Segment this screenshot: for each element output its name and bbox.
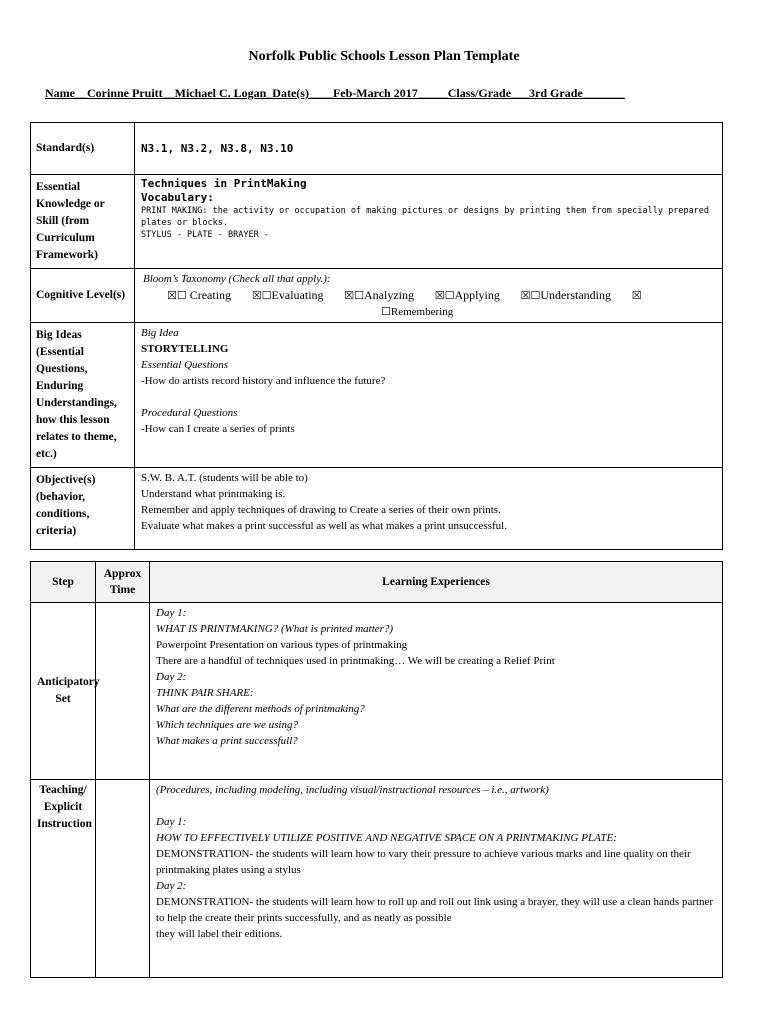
procedural-questions-value: -How can I create a series of prints [141, 423, 295, 435]
day2-line: they will label their editions. [156, 928, 283, 940]
cognitive-content [135, 269, 723, 323]
day1-line: There are a handful of techniques used in printmaking… We will be creating a Relief Print [156, 655, 555, 667]
standards-label: Standard(s) [31, 123, 135, 175]
blooms-understanding[interactable]: ☒☐Understanding [520, 288, 611, 302]
bigidea-heading: Big Idea [141, 327, 179, 339]
bigideas-content [135, 323, 723, 468]
teaching-time [96, 780, 150, 978]
essential-content [135, 175, 723, 269]
experiences-header-row [31, 562, 723, 603]
blooms-heading: Bloom’s Taxonomy (Check all that apply.): [143, 273, 331, 285]
standards-value [135, 123, 723, 175]
col-step-header: Step [31, 562, 96, 603]
day-label: Day 1: [156, 816, 187, 828]
objectives-label: Objective(s) (behavior, conditions, criteria) [31, 468, 135, 550]
checkbox-icon: ☒☐ [251, 289, 272, 302]
teaching-label: Teaching/ Explicit Instruction [31, 780, 96, 978]
blooms-checklist [167, 287, 716, 304]
essential-terms: STYLUS - PLATE - BRAYER - [141, 230, 269, 240]
day2-line: What makes a print successfull? [156, 735, 298, 747]
day2-line: Which techniques are we using? [156, 719, 298, 731]
day-label: Day 1: [156, 607, 187, 619]
page-title: Norfolk Public Schools Lesson Plan Template [248, 49, 520, 64]
standards-text: N3.1, N3.2, N3.8, N3.10 [141, 141, 294, 155]
objective-line: Evaluate what makes a print successful as well as what makes a print unsuccessful. [141, 520, 507, 532]
objectives-row [31, 468, 723, 550]
checkbox-icon: ☐ [381, 305, 391, 318]
checkbox-icon: ☒☐ [520, 289, 541, 302]
essential-title: Techniques in PrintMaking [141, 177, 307, 190]
anticipatory-content [150, 603, 723, 780]
essential-questions-heading: Essential Questions [141, 359, 229, 371]
day2-line: What are the different methods of printmaking? [156, 703, 365, 715]
checkbox-icon: ☒☐ [434, 289, 455, 302]
anticipatory-label: Anticipatory Set [31, 603, 96, 780]
essential-vocab-label: Vocabulary: [141, 191, 214, 204]
standards-row [31, 123, 723, 175]
bigideas-row [31, 323, 723, 468]
teaching-content [150, 780, 723, 978]
blooms-analyzing[interactable]: ☒☐Analyzing [344, 288, 415, 302]
checkbox-icon: ☒☐ [344, 289, 365, 302]
col-learning-header: Learning Experiences [150, 562, 723, 603]
procedural-questions-heading: Procedural Questions [141, 407, 238, 419]
day2-demonstration: DEMONSTRATION- the students will learn how to roll up and roll out link using a brayer, they will use a clean hands partner to help the create their prints successfully, and as neatly as possible [156, 896, 714, 924]
day1-question: WHAT IS PRINTMAKING? (What is printed matter?) [156, 623, 394, 635]
col-time-header: Approx Time [96, 562, 150, 603]
essential-questions-value: -How do artists record history and influence the future? [141, 375, 386, 387]
cognitive-label: Cognitive Level(s) [31, 269, 135, 323]
lesson-plan-table [30, 122, 723, 550]
day-label: Day 2: [156, 880, 187, 892]
bigidea-value: STORYTELLING [141, 343, 229, 355]
day-label: Day 2: [156, 671, 187, 683]
day1-demonstration: DEMONSTRATION- the students will learn how to vary their pressure to achieve various marks and line quality on their printmaking plates using a stylus [156, 848, 691, 876]
anticipatory-row [31, 603, 723, 780]
procedures-note: (Procedures, including modeling, including visual/instructional resources – i.e., artwork) [156, 784, 549, 796]
checkbox-icon: ☒ [631, 289, 642, 302]
objective-line: S.W. B. A.T. (students will be able to) [141, 472, 308, 484]
cognitive-row [31, 269, 723, 323]
blooms-applying[interactable]: ☒☐Applying [434, 288, 500, 302]
day1-heading: HOW TO EFFECTIVELY UTILIZE POSITIVE AND NEGATIVE SPACE ON A PRINTMAKING PLATE: [156, 832, 617, 844]
teaching-row [31, 780, 723, 978]
objective-line: Understand what printmaking is. [141, 488, 286, 500]
blooms-remembering[interactable]: ☐Remembering [381, 305, 454, 318]
objectives-content [135, 468, 723, 550]
essential-definition: PRINT MAKING: the activity or occupation of making pictures or designs by printing them from specially prepared plates or blocks. [141, 206, 710, 228]
blooms-creating[interactable]: ☒☐ Creating [167, 288, 232, 302]
essential-row [31, 175, 723, 269]
objective-line: Remember and apply techniques of drawing to Create a series of their own prints. [141, 504, 501, 516]
bigideas-label: Big Ideas (Essential Questions, Enduring Understandings, how this lesson relates to theme, etc.) [31, 323, 135, 468]
essential-label: Essential Knowledge or Skill (from Curriculum Framework) [31, 175, 135, 269]
blooms-evaluating[interactable]: ☒☐Evaluating [251, 288, 324, 302]
anticipatory-time [96, 603, 150, 780]
checkbox-icon: ☒☐ [167, 289, 187, 302]
learning-experiences-table [30, 561, 723, 978]
day2-question: THINK PAIR SHARE: [156, 687, 254, 699]
day1-line: Powerpoint Presentation on various types of printmaking [156, 639, 408, 651]
name-date-class-line: Name__Corinne Pruitt__Michael C. Logan_Date(s)____Feb-March 2017_____Class/Grade___3rd Grade_______ [45, 86, 625, 100]
